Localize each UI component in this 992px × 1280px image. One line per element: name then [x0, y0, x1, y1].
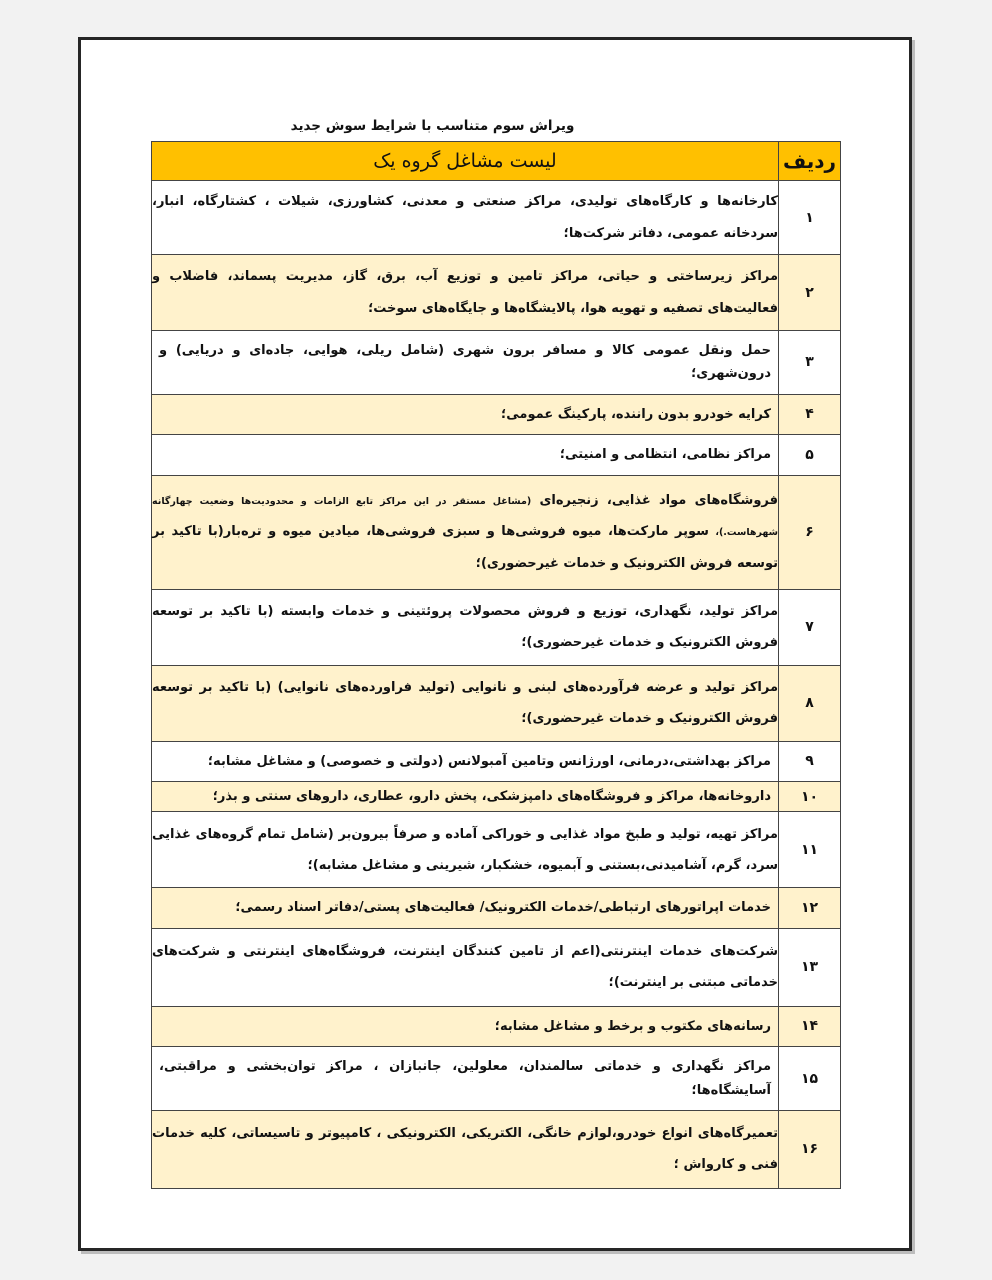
table-row	[152, 255, 841, 331]
row-text: مراکز تولید و عرضه فرآورده‌های لبنی و نانوایی (تولید فراورده‌های نانوایی) (با تاکید بر توسعه فروش الکترونیک و خدمات غیرحضوری)؛	[152, 665, 779, 741]
row-text: داروخانه‌ها، مراکز و فروشگاه‌های دامپزشکی، پخش دارو، عطاری، داروهای سنتی و بذر؛	[152, 781, 779, 811]
table-row	[152, 888, 841, 928]
row-text-part: سوپر مارکت‌ها، میوه فروشی‌ها و سبزی فروشی‌ها، میادین میوه و تره‌بار(با تاکید بر توسعه فروش الکترونیک و خدمات غیرحضوری)؛	[152, 524, 778, 571]
row-number: ۵	[779, 435, 841, 475]
row-number: ۱۶	[779, 1110, 841, 1188]
table-row	[152, 331, 841, 395]
table-header-row	[152, 142, 841, 181]
row-number: ۲	[779, 255, 841, 331]
row-number-header: ردیف	[779, 142, 841, 181]
row-number: ۹	[779, 741, 841, 781]
row-text: مراکز زیرساختی و حیاتی، مراکز تامین و توزیع آب، برق، گاز، مدیریت پسماند، فاضلاب و فعالیت‌های تصفیه و تهویه هوا، پالایشگاه‌ها و جایگاه‌های سوخت؛	[152, 255, 779, 331]
row-text: کارخانه‌ها و کارگاه‌های تولیدی، مراکز صنعتی و معدنی، کشاورزی، شیلات ، کشتارگاه، انبار، سردخانه عمومی، دفاتر شرکت‌ها؛	[152, 181, 779, 255]
row-number: ۳	[779, 331, 841, 395]
table-row	[152, 665, 841, 741]
row-number: ۱۲	[779, 888, 841, 928]
table-row	[152, 741, 841, 781]
job-group-table	[151, 141, 841, 1189]
table-row	[152, 1047, 841, 1111]
row-text: رسانه‌های مکتوب و برخط و مشاغل مشابه؛	[152, 1006, 779, 1046]
table-row	[152, 1110, 841, 1188]
row-text: خدمات اپراتورهای ارتباطی/خدمات الکترونیک/ فعالیت‌های پستی/دفاتر اسناد رسمی؛	[152, 888, 779, 928]
row-text: شرکت‌های خدمات اینترنتی(اعم از تامین کنندگان اینترنت، فروشگاه‌های اینترنتی و شرکت‌های خدماتی مبتنی بر اینترنت)؛	[152, 928, 779, 1006]
table-row	[152, 812, 841, 888]
row-text: تعمیرگاه‌های انواع خودرو،لوازم خانگی، الکتریکی، الکترونیکی ، کامپیوتر و تاسیساتی، کلیه خدمات فنی و کارواش ؛	[152, 1110, 779, 1188]
row-text: مراکز تهیه، تولید و طبخ مواد غذایی و خوراکی آماده و صرفاً بیرون‌بر (شامل تمام گروه‌های غذایی سرد، گرم، آشامیدنی،بستنی و آبمیوه، خشکبار، شیرینی و مشاغل مشابه)؛	[152, 812, 779, 888]
row-text: مراکز تولید، نگهداری، توزیع و فروش محصولات پروئتینی و خدمات وابسته (با تاکید بر توسعه فروش الکترونیک و خدمات غیرحضوری)؛	[152, 589, 779, 665]
table-row	[152, 394, 841, 434]
table-row	[152, 475, 841, 589]
document-subtitle: ویراش سوم متناسب با شرایط سوش جدید	[290, 118, 575, 134]
table-row	[152, 1006, 841, 1046]
table-row	[152, 181, 841, 255]
row-number: ۱۴	[779, 1006, 841, 1046]
row-number: ۱۱	[779, 812, 841, 888]
list-title-header: لیست مشاغل گروه یک	[152, 142, 779, 181]
table-row	[152, 589, 841, 665]
table-row	[152, 435, 841, 475]
row-number: ۱	[779, 181, 841, 255]
row-number: ۸	[779, 665, 841, 741]
row-number: ۷	[779, 589, 841, 665]
row-number: ۴	[779, 394, 841, 434]
row-number: ۱۰	[779, 781, 841, 811]
table-row	[152, 781, 841, 811]
row-number: ۶	[779, 475, 841, 589]
row-text-note: (مشاغل مستقر در این مراکز تابع الزامات و محدودیت‌ها وضعیت چهارگانه شهرهاست.)،	[152, 496, 778, 539]
table-row	[152, 928, 841, 1006]
row-text: مراکز نگهداری و خدماتی سالمندان، معلولین، جانبازان ، مراکز توان‌بخشی و مراقبتی، آسایشگاه‌ها؛	[152, 1047, 779, 1111]
row-text-part: فروشگاه‌های مواد غذایی، زنجیره‌ای	[531, 493, 778, 509]
row-text: مراکز نظامی، انتظامی و امنیتی؛	[152, 435, 779, 475]
row-text: کرایه خودرو بدون راننده، پارکینگ عمومی؛	[152, 394, 779, 434]
row-number: ۱۳	[779, 928, 841, 1006]
row-number: ۱۵	[779, 1047, 841, 1111]
row-text	[152, 475, 779, 589]
document-page	[78, 37, 912, 1251]
row-text: حمل ونقل عمومی کالا و مسافر برون شهری (شامل ریلی، هوایی، جاده‌ای و دریایی) و درون‌شهری؛	[152, 331, 779, 395]
row-text: مراکز بهداشتی،درمانی، اورژانس وتامین آمبولانس (دولتی و خصوصی) و مشاغل مشابه؛	[152, 741, 779, 781]
